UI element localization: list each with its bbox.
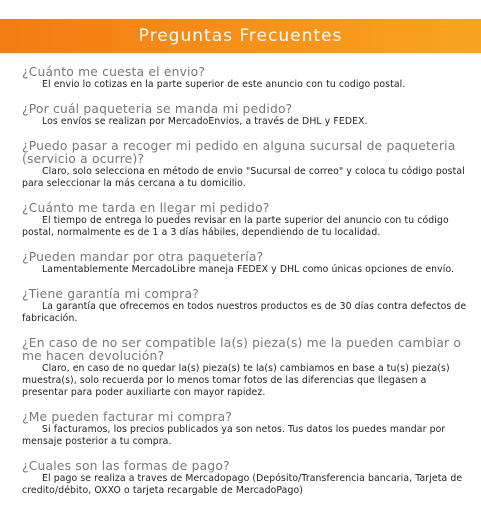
faq-answer: La garantía que ofrecemos en todos nuestros productos es de 30 días contra defectos de fabricación. — [22, 301, 467, 324]
faq-list — [22, 66, 472, 509]
faq-question: ¿Cuánto me tarda en llegar mi pedido? — [22, 201, 270, 215]
faq-question: ¿Puedo pasar a recoger mi pedido en alguna sucursal de paqueteria (servicio a ocurre)? — [22, 139, 456, 166]
faq-question: ¿Pueden mandar por otra paquetería? — [22, 250, 264, 264]
faq-item-payment — [22, 460, 472, 497]
faq-item-other-carrier — [22, 251, 472, 276]
faq-answer: El pago se realiza a traves de Mercadopago (Depósito/Transferencia bancaria, Tarjeta de credito/débito, OXXO o tarjeta recargable de MercadoPago) — [22, 473, 463, 496]
faq-item-exchange — [22, 337, 472, 399]
faq-question: ¿Por cuál paqueteria se manda mi pedido? — [22, 102, 293, 116]
faq-question: ¿Cuales son las formas de pago? — [22, 459, 230, 473]
faq-question: ¿En caso de no ser compatible la(s) pieza(s) me la pueden cambiar o me hacen devolución? — [22, 336, 462, 363]
faq-header-title: Preguntas Frecuentes — [138, 26, 343, 46]
faq-answer: Lamentablemente MercadoLibre maneja FEDEX y DHL como únicas opciones de envío. — [42, 264, 455, 275]
faq-header-banner — [0, 19, 481, 53]
faq-answer: El envio lo cotizas en la parte superior de este anuncio con tu codigo postal. — [42, 79, 406, 90]
faq-answer: Claro, solo selecciona en método de envio "Sucursal de correo" y coloca tu código postal para seleccionar la más cercana a tu domicilio. — [22, 166, 465, 189]
faq-item-delivery-time — [22, 202, 472, 239]
faq-answer: El tiempo de entrega lo puedes revisar en la parte superior del anuncio con tu código postal, normalmente es de 1 a 3 días hábiles, dependiendo de tu localidad. — [22, 215, 449, 238]
faq-item-shipping-cost — [22, 66, 472, 91]
faq-answer: Claro, en caso de no quedar la(s) pieza(s) te la(s) cambiamos en base a tu(s) pieza(s) muestra(s), solo recuerda por lo menos tomar fotos de las diferencias que llegasen a presentar para poder auxiliarte con mayor rapidez. — [22, 363, 450, 398]
faq-question: ¿Tiene garantía mi compra? — [22, 287, 200, 301]
faq-answer: Los envíos se realizan por MercadoEnvios, a través de DHL y FEDEX. — [42, 116, 368, 127]
faq-item-warranty — [22, 288, 472, 325]
faq-item-carrier — [22, 103, 472, 128]
faq-item-invoice — [22, 411, 472, 448]
faq-item-pickup — [22, 140, 472, 190]
faq-question: ¿Cuánto me cuesta el envio? — [22, 65, 206, 79]
faq-answer: Si facturamos, los precios publicados ya son netos. Tus datos los puedes mandar por mensaje posterior a tu compra. — [22, 424, 446, 447]
faq-question: ¿Me pueden facturar mi compra? — [22, 410, 233, 424]
